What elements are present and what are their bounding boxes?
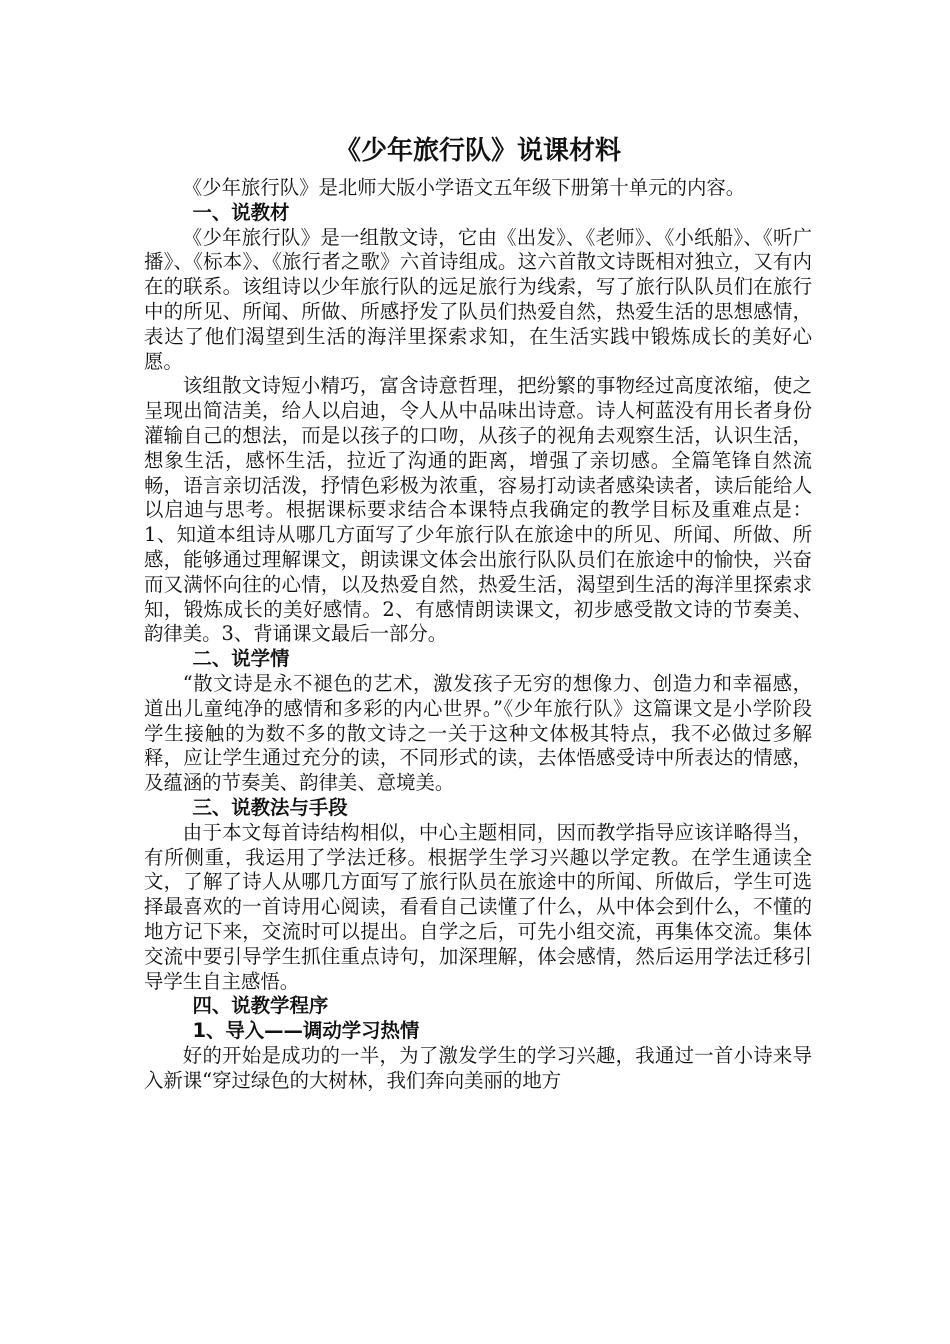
section-heading-students: 二、说学情	[192, 647, 290, 671]
document-page	[144, 128, 812, 1093]
textbook-paragraph-1: 《少年旅行队》是一组散文诗，它由《出发》、《老师》、《小纸船》、《听广播》、《标本》、《旅行者之歌》六首诗组成。这六首散文诗既相对独立，又有内在的联系。该组诗以少年旅行队的远足旅行为线索，写了旅行队队员们在旅行中的所见、所闻、所做、所感抒发了队员们热爱自然，热爱生活的思想感情，表达了他们渴望到生活的海洋里探索求知，在生活实践中锻炼成长的美好心愿。	[144, 225, 812, 373]
document-title: 《少年旅行队》说课材料	[334, 136, 621, 166]
textbook-paragraph-2: 该组散文诗短小精巧，富含诗意哲理，把纷繁的事物经过高度浓缩，使之呈现出简洁美，给人以启迪，令人从中品味出诗意。诗人柯蓝没有用长者身份灌输自己的想法，而是以孩子的口吻，从孩子的视角去观察生活，认识生活，想象生活，感怀生活，拉近了沟通的距离，增强了亲切感。全篇笔锋自然流畅，语言亲切活泼，抒情色彩极为浓重，容易打动读者感染读者，读后能给人以启迪与思考。根据课标要求结合本课特点我确定的教学目标及重难点是：1、知道本组诗从哪几方面写了少年旅行队在旅途中的所见、所闻、所做、所感，能够通过理解课文，朗读课文体会出旅行队队员们在旅途中的愉快，兴奋而又满怀向往的心情，以及热爱自然，热爱生活，渴望到生活的海洋里探索求知，锻炼成长的美好感情。2、有感情朗读课文，初步感受散文诗的节奏美、韵律美。3、背诵课文最后一部分。	[144, 374, 812, 646]
methods-paragraph: 由于本文每首诗结构相似，中心主题相同，因而教学指导应该详略得当，有所侧重，我运用了学法迁移。根据学生学习兴趣以学定教。在学生通读全文，了解了诗人从哪几方面写了旅行队员在旅途中的所闻、所做后，学生可选择最喜欢的一首诗用心阅读，看看自己读懂了什么，从中体会到什么，不懂的地方记下来，交流时可以提出。自学之后，可先小组交流，再集体交流。集体交流中要引导学生抓住重点诗句，加深理解，体会感情，然后运用学法迁移引导学生自主感悟。	[144, 820, 812, 993]
intro-paragraph: 《少年旅行队》是北师大版小学语文五年级下册第十单元的内容。	[182, 176, 746, 199]
section-heading-procedure: 四、说教学程序	[192, 994, 329, 1018]
section-heading-textbook: 一、说教材	[192, 200, 290, 224]
students-paragraph: “散文诗是永不褪色的艺术，激发孩子无穷的想像力、创造力和幸福感，道出儿童纯净的感情和多彩的内心世界。”《少年旅行队》这篇课文是小学阶段学生接触的为数不多的散文诗之一关于这种文体极其特点，我不必做过多解释，应让学生通过充分的读，不同形式的读，去体悟感受诗中所表达的情感，及蕴涵的节奏美、韵律美、意境美。	[144, 671, 812, 795]
section-heading-methods: 三、说教法与手段	[192, 795, 348, 819]
introduction-paragraph: 好的开始是成功的一半，为了激发学生的学习兴趣，我通过一首小诗来导入新课“穿过绿色的大树林，我们奔向美丽的地方	[144, 1043, 812, 1092]
subsection-heading-introduction: 1、导入——调动学习热情	[192, 1019, 420, 1043]
